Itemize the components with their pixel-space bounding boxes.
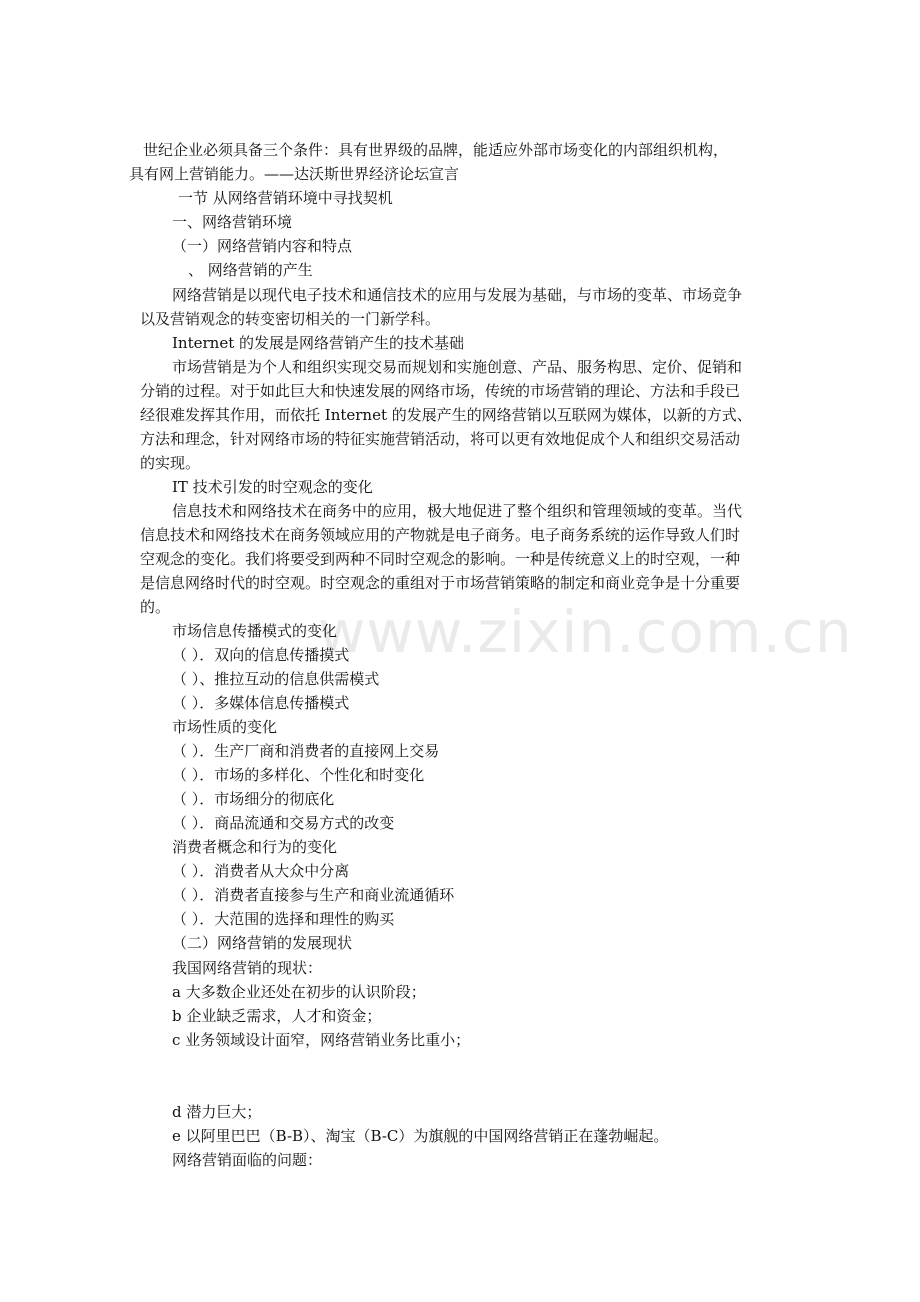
watermark: www.zixin.com.cn <box>318 598 853 666</box>
text-line: 网络营销面临的问题： <box>172 1151 323 1169</box>
list-item: （ ）．市场的多样化、个性化和时变化 <box>172 766 425 784</box>
list-item: （ ）．大范围的选择和理性的购买 <box>172 910 395 928</box>
text-line: 的。 <box>140 598 171 616</box>
list-item: （ ）．市场细分的彻底化 <box>172 790 335 808</box>
section-heading: 一节 从网络营销环境中寻找契机 <box>178 189 393 207</box>
text-line: IT 技术引发的时空观念的变化 <box>172 478 373 496</box>
text-line: 市场信息传播模式的变化 <box>172 622 338 640</box>
text-line: 以及营销观念的转变密切相关的一门新学科。 <box>140 310 441 328</box>
text-line: 网络营销是以现代电子技术和通信技术的应用与发展为基础，与市场的变革、市场竞争 <box>172 286 743 304</box>
list-item: e 以阿里巴巴（B-B）、淘宝（B-C）为旗舰的中国网络营销正在蓬勃崛起。 <box>172 1127 669 1145</box>
text-line: 市场性质的变化 <box>172 718 278 736</box>
list-item: b 企业缺乏需求，人才和资金； <box>172 1007 382 1025</box>
list-item: （ ）．双向的信息传播摸式 <box>172 646 350 664</box>
text-line: 空观念的变化。我们将要受到两种不同时空观念的影响。一种是传统意义上的时空观，一种 <box>140 550 741 568</box>
text-line: 信息技术和网络技术在商务中的应用，极大地促进了整个组织和管理领域的变革。当代 <box>172 502 743 520</box>
text-line: 一、网络营销环境 <box>172 213 293 231</box>
list-item: c 业务领域设计面窄，网络营销业务比重小； <box>172 1031 471 1049</box>
list-item: d 潜力巨大； <box>172 1103 262 1121</box>
list-item: （ ）、推拉互动的信息供需模式 <box>172 670 380 688</box>
text-line: 方法和理念，针对网络市场的特征实施营销活动，将可以更有效地促成个人和组织交易活动 <box>140 430 741 448</box>
text-line: Internet 的发展是网络营销产生的技术基础 <box>172 334 464 352</box>
text-line: 具有网上营销能力。——达沃斯世界经济论坛宣言 <box>129 165 460 183</box>
text-line: 分销的过程。对于如此巨大和快速发展的网络市场，传统的市场营销的理论、方法和手段已 <box>140 382 741 400</box>
list-item: （ ）．多媒体信息传播模式 <box>172 694 350 712</box>
text-line: 是信息网络时代的时空观。时空观念的重组对于市场营销策略的制定和商业竞争是十分重要 <box>140 574 741 592</box>
text-line: 、 网络营销的产生 <box>188 261 313 279</box>
list-item: a 大多数企业还处在初步的认识阶段； <box>172 983 426 1001</box>
text-line: 的实现。 <box>140 454 201 472</box>
text-line: 世纪企业必须具备三个条件：具有世界级的品牌，能适应外部市场变化的内部组织机构， <box>143 141 729 159</box>
text-line: 经很难发挥其作用，而依托 Internet 的发展产生的网络营销以互联网为媒体，以新的方式、 <box>140 406 752 424</box>
text-line: 消费者概念和行为的变化 <box>172 838 338 856</box>
list-item: （ ）．消费者从大众中分离 <box>172 862 350 880</box>
list-item: （ ）．消费者直接参与生产和商业流通循环 <box>172 886 455 904</box>
text-line: 市场营销是为个人和组织实现交易而规划和实施创意、产品、服务构思、定价、促销和 <box>172 358 743 376</box>
list-item: （ ）．商品流通和交易方式的改变 <box>172 814 395 832</box>
text-line: 信息技术和网络技术在商务领域应用的产物就是电子商务。电子商务系统的运作导致人们时 <box>140 526 741 544</box>
text-line: （一）网络营销内容和特点 <box>172 237 353 255</box>
list-item: （ ）．生产厂商和消费者的直接网上交易 <box>172 742 440 760</box>
text-line: （二）网络营销的发展现状 <box>172 934 353 952</box>
text-line: 我国网络营销的现状： <box>172 959 323 977</box>
